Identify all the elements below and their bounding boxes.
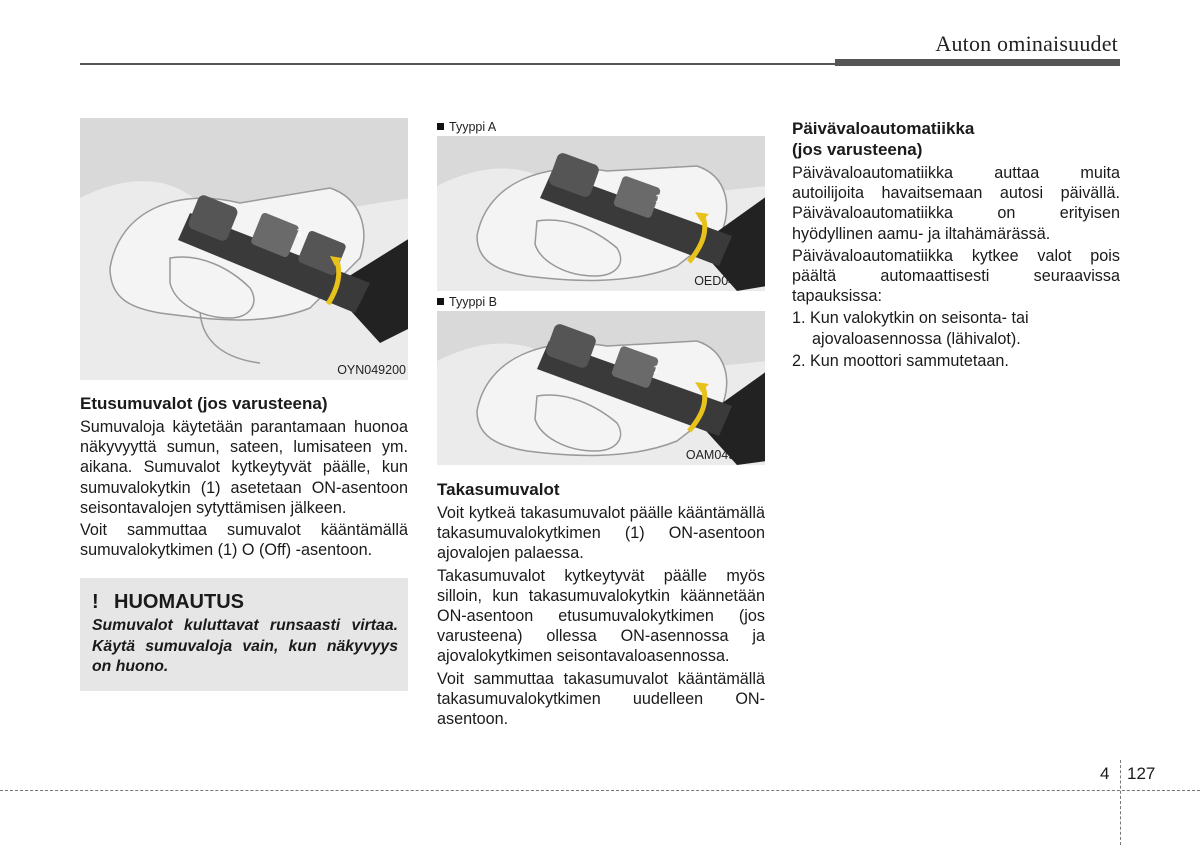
section-heading-drl: Päivävaloautomatiikka (jos varusteena) xyxy=(792,119,975,159)
list-item: 1. Kun valokytkin on seisonta- tai ajovaloasennossa (lähivalot). xyxy=(792,309,1029,348)
rear-fog-switch-b-illustration xyxy=(437,311,765,465)
paragraph: Voit kytkeä takasumuvalot päälle kääntämällä takasumuvalokytkimen (1) ON-asentoon ajovalojen palaessa. xyxy=(437,504,765,563)
figure-code: OAM049046L xyxy=(685,448,763,462)
header-bar xyxy=(835,59,1120,66)
type-a-label: Tyyppi A xyxy=(437,118,765,136)
paragraph: Päivävaloautomatiikka auttaa muita autoilijoita havaitsemaan autosi päivällä. Päivävaloautomatiikka on erityisen hyödyllinen aamu- ja iltahämärässä. xyxy=(792,164,1120,243)
figure-type-a xyxy=(437,136,765,291)
note-text: Sumuvalot kuluttavat runsaasti virtaa. Käytä sumuvaloja vain, kun näkyvyys on huono. xyxy=(92,617,398,675)
column-3 xyxy=(792,118,1120,373)
warning-icon: ! xyxy=(92,591,99,614)
chapter-number: 4 xyxy=(1100,764,1110,783)
footer-rule xyxy=(0,790,1200,791)
page-number: 127 xyxy=(1127,764,1156,783)
list-item: 2. Kun moottori sammutetaan. xyxy=(792,351,1009,370)
svg-text:1: 1 xyxy=(653,364,660,376)
light-switch-illustration xyxy=(80,118,408,380)
section-heading-rear-fog: Takasumuvalot xyxy=(437,480,560,499)
type-b-label: Tyyppi B xyxy=(437,293,765,311)
paragraph: Voit sammuttaa takasumuvalot kääntämällä takasumuvalokytkimen uudelleen ON-asentoon. xyxy=(437,669,765,729)
paragraph: Takasumuvalot kytkeytyvät päälle myös silloin, kun takasumuvalokytkin käännetään ON-asentoon etusumuvalokytkimen (jos varusteena) ollessa ON-asennossa ja ajovalokytkimen seisontavaloasennossa. xyxy=(437,566,765,666)
figure-code: OYN049200 xyxy=(337,363,406,377)
caution-note xyxy=(80,578,408,691)
footer-divider xyxy=(1120,760,1121,845)
section-heading-front-fog: Etusumuvalot (jos varusteena) xyxy=(80,394,328,413)
header-rule xyxy=(80,63,835,65)
page-header-title: Auton ominaisuudet xyxy=(935,31,1118,56)
paragraph: Sumuvaloja käytetään parantamaan huonoa näkyvyyttä sumun, sateen, lumisateen ym. aikana. Sumuvalot kytkeytyvät päälle, kun sumuvalokytkin (1) asetetaan ON-asentoon seisontavalojen sytyttämisen jälkeen. xyxy=(80,418,408,517)
paragraph: Päivävaloautomatiikka kytkee valot pois päältä automaattisesti seuraavissa tapauksissa: xyxy=(792,246,1120,306)
column-2 xyxy=(437,118,765,731)
svg-text:1: 1 xyxy=(655,193,662,205)
paragraph: Voit sammuttaa sumuvalot kääntämällä sumuvalokytkimen (1) O (Off) -asentoon. xyxy=(80,521,408,560)
figure-type-b xyxy=(437,311,765,465)
svg-text:1: 1 xyxy=(296,227,303,239)
note-title: ! HUOMAUTUS xyxy=(92,591,244,614)
column-1 xyxy=(80,118,408,691)
rear-fog-switch-a-illustration xyxy=(437,136,765,291)
figure-code: OED040806 xyxy=(694,274,763,288)
figure-front-fog-switch xyxy=(80,118,408,380)
